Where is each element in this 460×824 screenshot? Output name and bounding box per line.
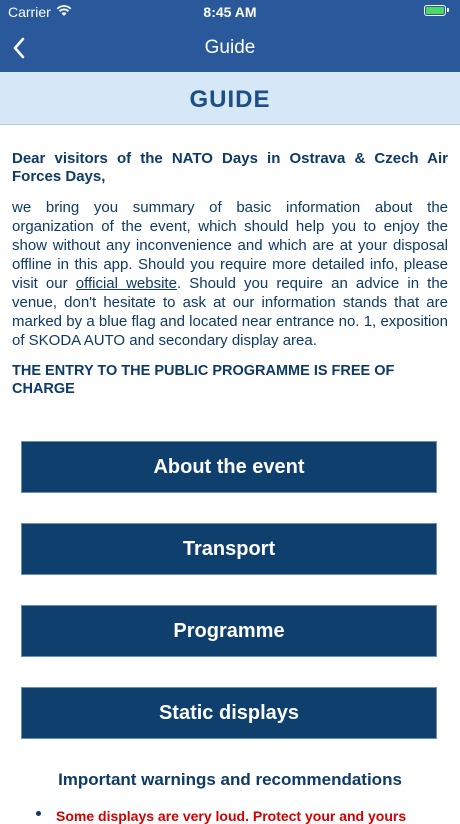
battery-icon	[424, 5, 446, 16]
page-heading: GUIDE	[189, 86, 271, 113]
official-website-link[interactable]: official website	[75, 275, 177, 292]
warnings-heading: Important warnings and recommendations	[58, 770, 402, 789]
bullet-icon	[36, 811, 41, 816]
greeting-text: Dear visitors of the NATO Days in Ostrava & Czech Air Forces Days,	[12, 150, 448, 185]
guide-content	[12, 150, 448, 398]
warning-list-item: Some displays are very loud. Protect your and yours	[56, 808, 407, 824]
intro-text-start: we bring you summary of basic information about the organization of the event, which should help you to enjoy the show without any inconvenience and which are at your disposal offline in this app. Should you require more detailed info, please visit our	[12, 199, 448, 292]
programme-button[interactable]: Programme	[21, 605, 437, 657]
navigation-bar	[0, 24, 460, 72]
static-displays-button[interactable]: Static displays	[21, 687, 437, 739]
intro-paragraph	[12, 198, 448, 350]
status-bar	[0, 0, 460, 24]
transport-button[interactable]: Transport	[21, 523, 437, 575]
page-banner	[0, 72, 460, 125]
about-event-button[interactable]: About the event	[21, 441, 437, 493]
status-time: 8:45 AM	[203, 4, 257, 20]
free-entry-notice: THE ENTRY TO THE PUBLIC PROGRAMME IS FREE OF CHARGE	[12, 363, 395, 397]
intro-text-end: . Should you require an advice in the venue, don't hesitate to ask at our information stands that are marked by a blue flag and located near entrance no. 1, exposition of SKODA AUTO and secondary display area.	[12, 275, 448, 349]
carrier-label: Carrier	[8, 4, 51, 20]
nav-title: Guide	[204, 37, 256, 58]
